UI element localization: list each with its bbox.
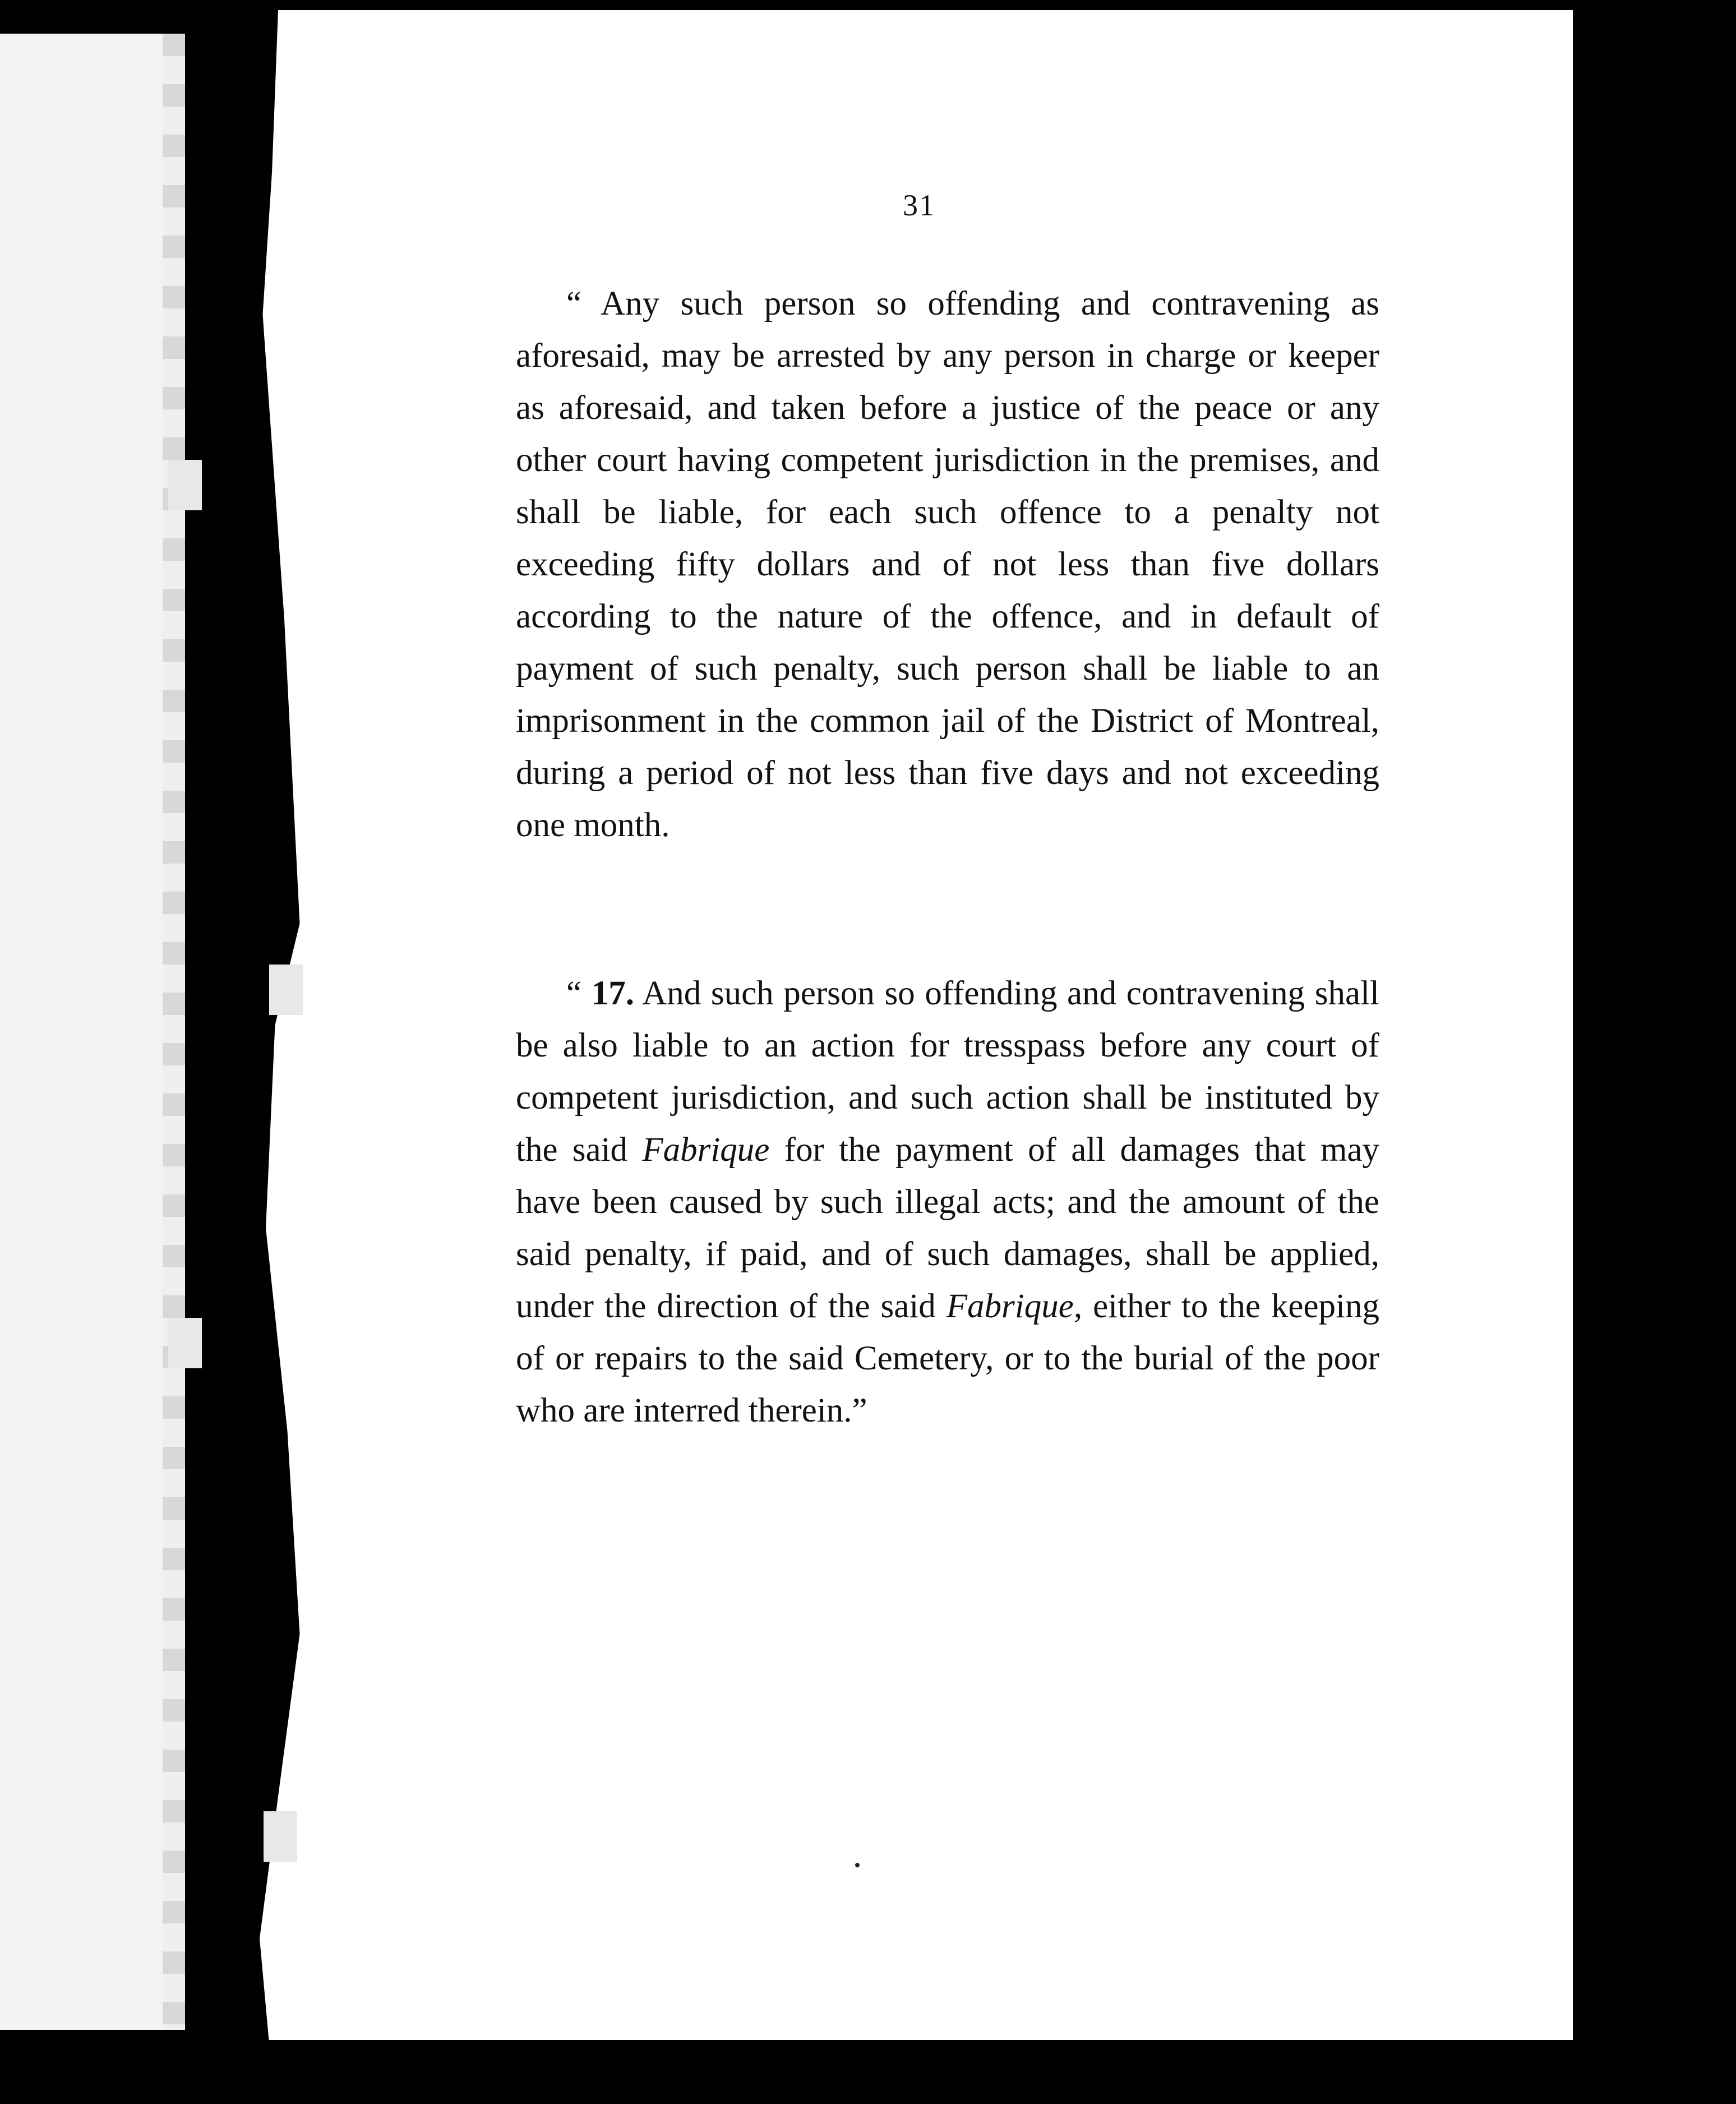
paragraph-1 (516, 278, 1379, 851)
paper-scrap (168, 1318, 202, 1368)
left-page-edge (163, 34, 185, 2030)
section-number: 17. (591, 975, 634, 1012)
fabrique-italic: Fabrique (642, 1131, 770, 1169)
paragraph-2-part-1: And such person so offending and contravening shall be also liable to an action for tresspass before any court of competent jurisdiction, and such action shall be instituted by the said (516, 975, 1379, 1169)
paragraph-1-text: “ Any such person so offending and contravening as aforesaid, may be arrested by any person in charge or keeper as aforesaid, and taken before a justice of the peace or any other court having competent jurisdiction in the premises, and shall be liable, for each such offence to a penalty not exceeding fifty dollars and of not less than five dollars according to the nature of the offence, and in default of payment of such penalty, such person shall be liable to an imprisonment in the common jail of the District of Montreal, during a period of not less than five days and not exceeding one month. (516, 285, 1379, 844)
open-quote: “ (566, 975, 592, 1012)
stray-dot (855, 1863, 860, 1867)
fabrique-italic: Fabrique, (946, 1288, 1083, 1325)
paragraph-2-part-3: either to the keeping of or repairs to the said Cemetery, or to the burial of the poor who are interred therein.” (516, 1288, 1379, 1429)
left-page (0, 34, 185, 2030)
paper-scrap (168, 460, 202, 510)
paragraph-2 (516, 967, 1379, 1437)
paragraph-2-part-2: for the payment of all damages that may have been caused by such illegal acts; and the amount of the said penalty, if paid, and of such damages, shall be applied, under the direction of the said (516, 1131, 1379, 1325)
page-number: 31 (903, 188, 935, 222)
paragraph-2-text (516, 967, 1379, 1437)
paper-scrap (269, 965, 303, 1015)
paper-scrap (264, 1811, 297, 1862)
